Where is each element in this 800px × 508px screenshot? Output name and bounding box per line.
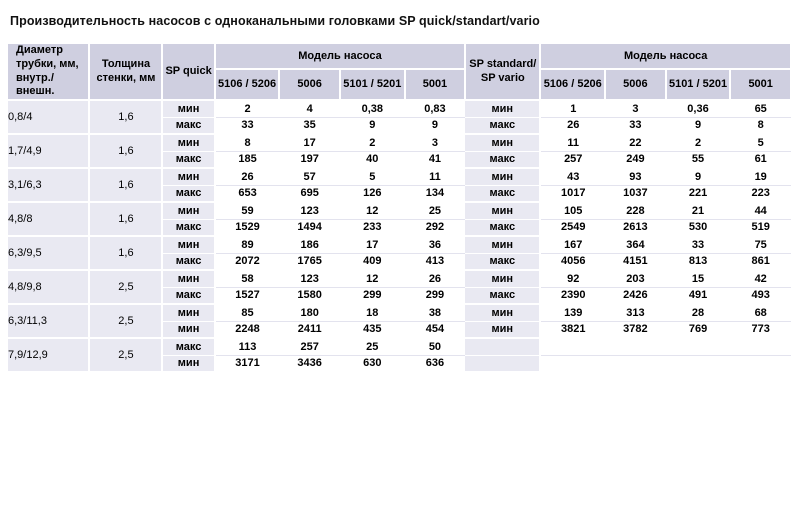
cell-value-left: 292 bbox=[405, 219, 466, 236]
cell-value-right: 26 bbox=[540, 117, 605, 134]
cell-value-left: 25 bbox=[405, 202, 466, 219]
cell-value-right: 861 bbox=[730, 253, 791, 270]
cell-minmax-left: мин bbox=[162, 355, 214, 372]
header-model-left-2: 5101 / 5201 bbox=[340, 69, 405, 100]
cell-minmax-left: мин bbox=[162, 168, 214, 185]
cell-value-right: 773 bbox=[730, 321, 791, 338]
header-model-right-1: 5006 bbox=[605, 69, 666, 100]
cell-minmax-right: макс bbox=[465, 219, 540, 236]
cell-value-right: 257 bbox=[540, 151, 605, 168]
cell-minmax-right: мин bbox=[465, 134, 540, 151]
cell-value-right bbox=[605, 338, 666, 355]
header-group-left: Модель насоса bbox=[215, 44, 466, 69]
header-group-row bbox=[8, 44, 791, 69]
cell-value-left: 11 bbox=[405, 168, 466, 185]
cell-value-left: 186 bbox=[279, 236, 340, 253]
table-row bbox=[8, 100, 791, 117]
cell-minmax-right: макс bbox=[465, 185, 540, 202]
cell-value-right: 0,36 bbox=[666, 100, 731, 117]
cell-value-left: 50 bbox=[405, 338, 466, 355]
cell-value-left: 695 bbox=[279, 185, 340, 202]
cell-minmax-right bbox=[465, 355, 540, 372]
table-row bbox=[8, 338, 791, 355]
cell-value-left: 113 bbox=[215, 338, 280, 355]
cell-value-left: 26 bbox=[405, 270, 466, 287]
cell-value-left: 59 bbox=[215, 202, 280, 219]
header-spquick-spacer: SP quick bbox=[162, 44, 214, 100]
cell-minmax-right: мин bbox=[465, 270, 540, 287]
cell-value-right: 55 bbox=[666, 151, 731, 168]
cell-value-right bbox=[540, 338, 605, 355]
cell-diameter: 7,9/12,9 bbox=[8, 338, 89, 372]
cell-value-right: 68 bbox=[730, 304, 791, 321]
cell-value-left: 3436 bbox=[279, 355, 340, 372]
cell-value-left: 2411 bbox=[279, 321, 340, 338]
cell-value-left: 26 bbox=[215, 168, 280, 185]
cell-minmax-left: макс bbox=[162, 338, 214, 355]
cell-value-left: 0,83 bbox=[405, 100, 466, 117]
cell-minmax-right: мин bbox=[465, 236, 540, 253]
page-title: Производительность насосов с одноканальными головками SP quick/standart/vario bbox=[10, 14, 540, 28]
cell-minmax-left: мин bbox=[162, 270, 214, 287]
cell-value-left: 630 bbox=[340, 355, 405, 372]
cell-minmax-right: мин bbox=[465, 304, 540, 321]
cell-diameter: 4,8/9,8 bbox=[8, 270, 89, 304]
cell-value-left: 185 bbox=[215, 151, 280, 168]
cell-value-right: 1017 bbox=[540, 185, 605, 202]
cell-value-left: 653 bbox=[215, 185, 280, 202]
cell-minmax-left: мин bbox=[162, 304, 214, 321]
header-diameter-spacer: Диаметр трубки, мм, внутр./внешн. bbox=[8, 44, 89, 100]
cell-minmax-right: мин bbox=[465, 202, 540, 219]
cell-value-right: 530 bbox=[666, 219, 731, 236]
cell-value-left: 454 bbox=[405, 321, 466, 338]
cell-value-right: 8 bbox=[730, 117, 791, 134]
cell-value-left: 2072 bbox=[215, 253, 280, 270]
cell-value-right: 44 bbox=[730, 202, 791, 219]
cell-value-right: 9 bbox=[666, 117, 731, 134]
cell-value-left: 1529 bbox=[215, 219, 280, 236]
table-row bbox=[8, 134, 791, 151]
cell-diameter: 4,8/8 bbox=[8, 202, 89, 236]
cell-value-right: 21 bbox=[666, 202, 731, 219]
cell-value-right: 5 bbox=[730, 134, 791, 151]
cell-value-left: 4 bbox=[279, 100, 340, 117]
cell-wall-thickness: 2,5 bbox=[89, 338, 162, 372]
cell-value-left: 17 bbox=[279, 134, 340, 151]
cell-wall-thickness: 2,5 bbox=[89, 270, 162, 304]
cell-value-left: 3 bbox=[405, 134, 466, 151]
cell-value-right: 3 bbox=[605, 100, 666, 117]
header-model-right-0: 5106 / 5206 bbox=[540, 69, 605, 100]
cell-value-right bbox=[666, 355, 731, 372]
cell-value-right: 228 bbox=[605, 202, 666, 219]
cell-minmax-left: мин bbox=[162, 100, 214, 117]
cell-minmax-left: мин bbox=[162, 236, 214, 253]
cell-value-right: 43 bbox=[540, 168, 605, 185]
cell-diameter: 0,8/4 bbox=[8, 100, 89, 134]
cell-minmax-left: макс bbox=[162, 185, 214, 202]
header-model-left-1: 5006 bbox=[279, 69, 340, 100]
cell-value-left: 413 bbox=[405, 253, 466, 270]
cell-value-right: 3821 bbox=[540, 321, 605, 338]
cell-value-left: 2 bbox=[215, 100, 280, 117]
cell-value-right: 249 bbox=[605, 151, 666, 168]
cell-minmax-right: мин bbox=[465, 321, 540, 338]
cell-value-right: 2426 bbox=[605, 287, 666, 304]
cell-value-right bbox=[730, 355, 791, 372]
cell-value-left: 233 bbox=[340, 219, 405, 236]
cell-value-right bbox=[605, 355, 666, 372]
cell-value-right: 33 bbox=[666, 236, 731, 253]
header-model-right-2: 5101 / 5201 bbox=[666, 69, 731, 100]
cell-minmax-left: макс bbox=[162, 151, 214, 168]
cell-wall-thickness: 1,6 bbox=[89, 100, 162, 134]
cell-diameter: 3,1/6,3 bbox=[8, 168, 89, 202]
cell-value-left: 89 bbox=[215, 236, 280, 253]
cell-value-left: 35 bbox=[279, 117, 340, 134]
cell-value-right: 491 bbox=[666, 287, 731, 304]
cell-value-left: 123 bbox=[279, 202, 340, 219]
cell-minmax-right: мин bbox=[465, 168, 540, 185]
cell-value-left: 5 bbox=[340, 168, 405, 185]
cell-value-right bbox=[540, 355, 605, 372]
header-model-right-3: 5001 bbox=[730, 69, 791, 100]
table-row bbox=[8, 304, 791, 321]
cell-value-right: 2549 bbox=[540, 219, 605, 236]
table-header bbox=[8, 44, 791, 100]
cell-value-left: 58 bbox=[215, 270, 280, 287]
table-row bbox=[8, 270, 791, 287]
cell-minmax-left: макс bbox=[162, 287, 214, 304]
cell-value-right: 221 bbox=[666, 185, 731, 202]
cell-value-right: 33 bbox=[605, 117, 666, 134]
cell-wall-thickness: 1,6 bbox=[89, 236, 162, 270]
cell-value-left: 435 bbox=[340, 321, 405, 338]
cell-value-left: 197 bbox=[279, 151, 340, 168]
cell-value-right: 1037 bbox=[605, 185, 666, 202]
cell-diameter: 1,7/4,9 bbox=[8, 134, 89, 168]
cell-value-right: 769 bbox=[666, 321, 731, 338]
cell-value-right: 2390 bbox=[540, 287, 605, 304]
cell-value-right: 93 bbox=[605, 168, 666, 185]
cell-wall-thickness: 1,6 bbox=[89, 202, 162, 236]
cell-value-left: 123 bbox=[279, 270, 340, 287]
cell-value-left: 38 bbox=[405, 304, 466, 321]
cell-value-left: 3171 bbox=[215, 355, 280, 372]
cell-minmax-left: макс bbox=[162, 117, 214, 134]
cell-value-left: 9 bbox=[340, 117, 405, 134]
cell-minmax-left: мин bbox=[162, 202, 214, 219]
cell-value-left: 1527 bbox=[215, 287, 280, 304]
cell-value-left: 180 bbox=[279, 304, 340, 321]
cell-value-left: 1580 bbox=[279, 287, 340, 304]
cell-value-right: 65 bbox=[730, 100, 791, 117]
cell-value-right: 61 bbox=[730, 151, 791, 168]
cell-value-right: 1 bbox=[540, 100, 605, 117]
cell-minmax-left: мин bbox=[162, 321, 214, 338]
cell-value-left: 1765 bbox=[279, 253, 340, 270]
cell-minmax-right: макс bbox=[465, 253, 540, 270]
cell-value-right: 493 bbox=[730, 287, 791, 304]
cell-minmax-right: макс bbox=[465, 287, 540, 304]
cell-value-right: 105 bbox=[540, 202, 605, 219]
cell-value-right: 3782 bbox=[605, 321, 666, 338]
cell-value-right: 9 bbox=[666, 168, 731, 185]
header-model-left-0: 5106 / 5206 bbox=[215, 69, 280, 100]
cell-value-left: 18 bbox=[340, 304, 405, 321]
table-body bbox=[8, 100, 791, 372]
cell-minmax-right: макс bbox=[465, 151, 540, 168]
cell-value-right: 75 bbox=[730, 236, 791, 253]
cell-value-right: 28 bbox=[666, 304, 731, 321]
pump-performance-table bbox=[8, 44, 792, 373]
cell-value-left: 636 bbox=[405, 355, 466, 372]
cell-value-left: 40 bbox=[340, 151, 405, 168]
cell-value-right: 4151 bbox=[605, 253, 666, 270]
cell-wall-thickness: 1,6 bbox=[89, 168, 162, 202]
header-wall-spacer: Толщина стенки, мм bbox=[89, 44, 162, 100]
cell-value-right: 203 bbox=[605, 270, 666, 287]
cell-value-right: 313 bbox=[605, 304, 666, 321]
cell-value-right: 15 bbox=[666, 270, 731, 287]
header-group-right: Модель насоса bbox=[540, 44, 791, 69]
cell-value-right: 2 bbox=[666, 134, 731, 151]
cell-value-left: 17 bbox=[340, 236, 405, 253]
cell-value-left: 12 bbox=[340, 202, 405, 219]
cell-value-left: 33 bbox=[215, 117, 280, 134]
cell-value-left: 12 bbox=[340, 270, 405, 287]
header-spstandard-spacer: SP standard/ SP vario bbox=[465, 44, 540, 100]
cell-wall-thickness: 2,5 bbox=[89, 304, 162, 338]
cell-minmax-right bbox=[465, 338, 540, 355]
cell-value-left: 36 bbox=[405, 236, 466, 253]
cell-diameter: 6,3/11,3 bbox=[8, 304, 89, 338]
cell-value-left: 257 bbox=[279, 338, 340, 355]
cell-value-left: 299 bbox=[340, 287, 405, 304]
cell-diameter: 6,3/9,5 bbox=[8, 236, 89, 270]
table-row bbox=[8, 236, 791, 253]
cell-value-left: 134 bbox=[405, 185, 466, 202]
cell-value-right: 4056 bbox=[540, 253, 605, 270]
cell-value-right: 223 bbox=[730, 185, 791, 202]
cell-value-left: 409 bbox=[340, 253, 405, 270]
cell-value-right: 139 bbox=[540, 304, 605, 321]
cell-value-left: 126 bbox=[340, 185, 405, 202]
table-row bbox=[8, 168, 791, 185]
cell-value-right: 92 bbox=[540, 270, 605, 287]
cell-minmax-right: макс bbox=[465, 117, 540, 134]
cell-value-right bbox=[730, 338, 791, 355]
cell-value-right: 11 bbox=[540, 134, 605, 151]
cell-value-right: 22 bbox=[605, 134, 666, 151]
cell-value-right: 19 bbox=[730, 168, 791, 185]
cell-value-left: 41 bbox=[405, 151, 466, 168]
cell-value-left: 57 bbox=[279, 168, 340, 185]
header-model-left-3: 5001 bbox=[405, 69, 466, 100]
cell-value-left: 25 bbox=[340, 338, 405, 355]
cell-value-left: 85 bbox=[215, 304, 280, 321]
cell-value-left: 0,38 bbox=[340, 100, 405, 117]
cell-value-left: 2248 bbox=[215, 321, 280, 338]
cell-value-left: 9 bbox=[405, 117, 466, 134]
cell-value-left: 299 bbox=[405, 287, 466, 304]
cell-value-right: 519 bbox=[730, 219, 791, 236]
cell-value-left: 1494 bbox=[279, 219, 340, 236]
table-row bbox=[8, 202, 791, 219]
cell-value-right: 813 bbox=[666, 253, 731, 270]
cell-value-left: 2 bbox=[340, 134, 405, 151]
cell-minmax-left: мин bbox=[162, 134, 214, 151]
cell-minmax-left: макс bbox=[162, 219, 214, 236]
cell-value-left: 8 bbox=[215, 134, 280, 151]
cell-minmax-right: мин bbox=[465, 100, 540, 117]
cell-wall-thickness: 1,6 bbox=[89, 134, 162, 168]
cell-value-right bbox=[666, 338, 731, 355]
cell-value-right: 42 bbox=[730, 270, 791, 287]
cell-value-right: 364 bbox=[605, 236, 666, 253]
cell-value-right: 2613 bbox=[605, 219, 666, 236]
cell-value-right: 167 bbox=[540, 236, 605, 253]
cell-minmax-left: макс bbox=[162, 253, 214, 270]
